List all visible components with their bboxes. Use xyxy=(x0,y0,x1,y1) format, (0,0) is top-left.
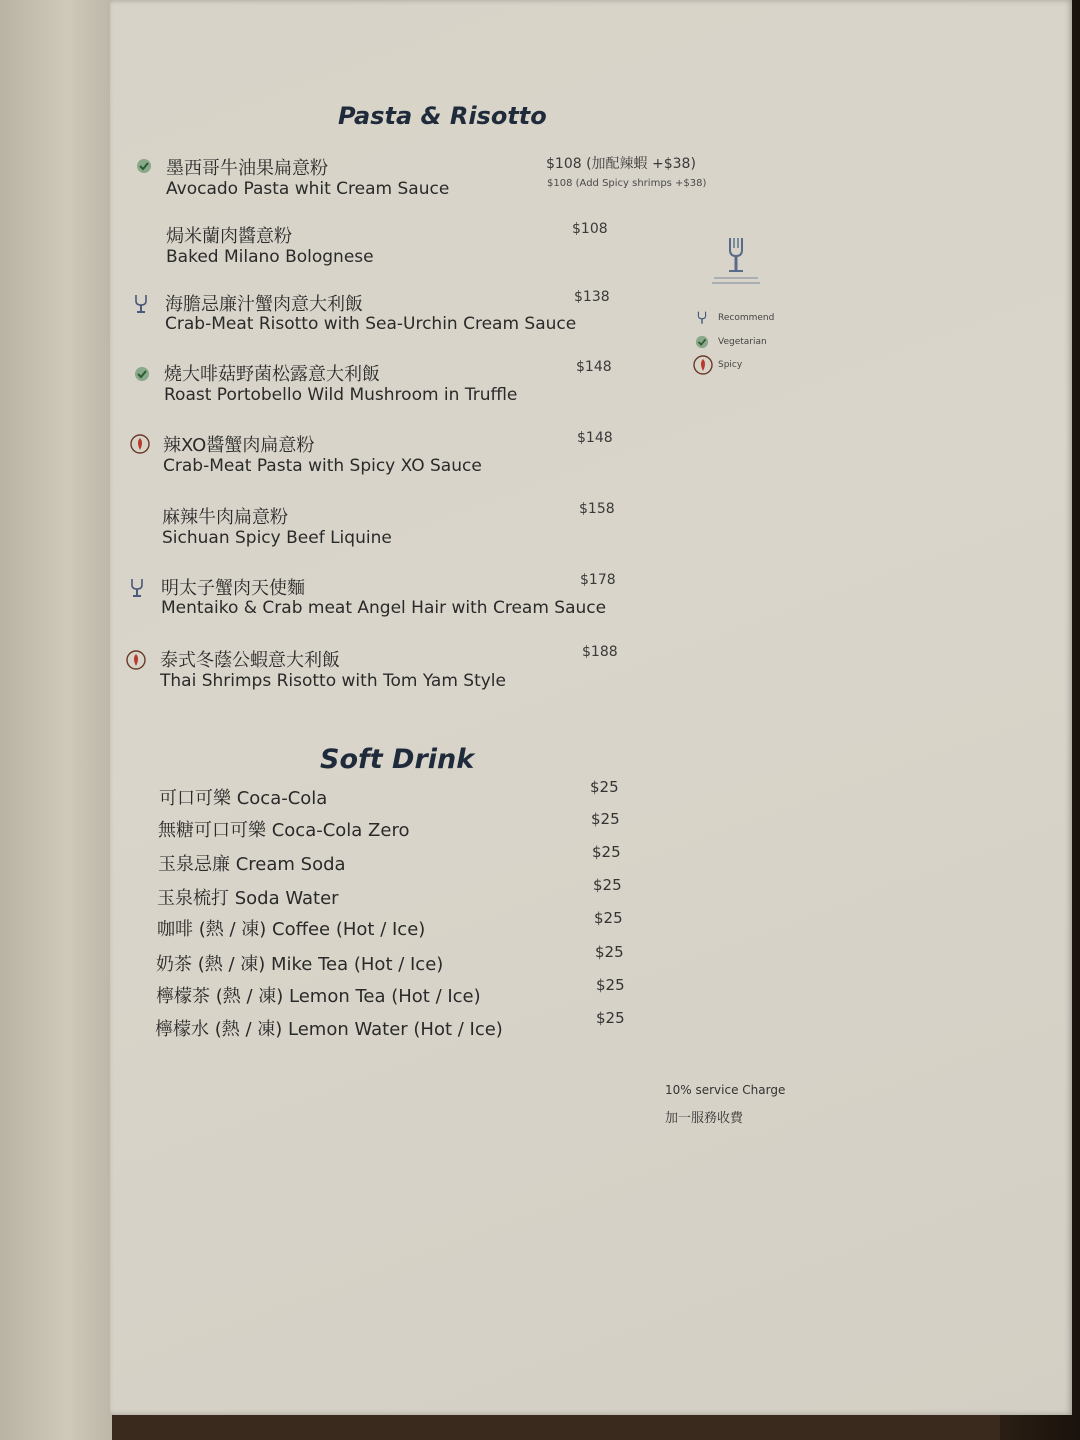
drink-5-price: $25 xyxy=(594,909,623,927)
item-2-en: Baked Milano Bolognese xyxy=(166,247,374,267)
item-2-price: $108 xyxy=(572,221,608,237)
drink-4: 玉泉梳打 Soda Water xyxy=(157,888,339,909)
drink-3: 玉泉忌廉 Cream Soda xyxy=(158,854,346,875)
item-8-price: $188 xyxy=(582,644,618,660)
item-8-cn: 泰式冬蔭公蝦意大利飯 xyxy=(160,650,340,671)
item-7-en: Mentaiko & Crab meat Angel Hair with Cream Sauce xyxy=(161,598,607,618)
drink-1-price: $25 xyxy=(590,778,619,796)
item-6-price: $158 xyxy=(579,501,615,517)
drink-3-price: $25 xyxy=(592,843,621,861)
drink-6-price: $25 xyxy=(595,943,624,961)
recommend-icon xyxy=(134,294,152,312)
service-charge-cn: 加一服務收費 xyxy=(665,1111,744,1126)
pasta-title: Pasta & Risotto xyxy=(338,102,547,130)
item-2-cn: 焗米蘭肉醬意粉 xyxy=(166,226,292,247)
drink-1: 可口可樂 Coca-Cola xyxy=(159,788,328,809)
vegetarian-icon xyxy=(134,366,152,384)
item-1-price-sub: $108 (Add Spicy shrimps +$38) xyxy=(547,178,707,189)
item-6-cn: 麻辣牛肉扁意粉 xyxy=(162,507,288,528)
spicy-icon xyxy=(130,434,148,452)
legend-vegetarian: Vegetarian xyxy=(718,337,767,347)
drink-8: 檸檬水 (熱 / 凍) Lemon Water (Hot / Ice) xyxy=(155,1019,503,1040)
restaurant-logo xyxy=(708,236,764,286)
item-7-cn: 明太子蟹肉天使麵 xyxy=(161,578,305,599)
drink-title: Soft Drink xyxy=(320,744,475,775)
recommend-icon xyxy=(697,310,715,328)
drink-7: 檸檬茶 (熱 / 凍) Lemon Tea (Hot / Ice) xyxy=(156,986,481,1007)
item-3-en: Crab-Meat Risotto with Sea-Urchin Cream Sauce xyxy=(165,314,577,334)
item-1-cn: 墨西哥牛油果扁意粉 xyxy=(166,158,328,179)
item-3-price: $138 xyxy=(574,289,610,305)
item-4-cn: 燒大啡菇野菌松露意大利飯 xyxy=(164,364,380,385)
item-8-en: Thai Shrimps Risotto with Tom Yam Style xyxy=(160,671,506,691)
drink-2: 無糖可口可樂 Coca-Cola Zero xyxy=(158,820,410,841)
item-3-cn: 海膽忌廉汁蟹肉意大利飯 xyxy=(165,294,363,315)
drink-8-price: $25 xyxy=(596,1009,625,1027)
item-5-cn: 辣XO醬蟹肉扁意粉 xyxy=(163,435,315,456)
item-1-en: Avocado Pasta whit Cream Sauce xyxy=(166,179,450,199)
item-5-price: $148 xyxy=(577,430,613,446)
left-page-edge xyxy=(0,0,112,1440)
vegetarian-icon xyxy=(136,158,154,176)
drink-2-price: $25 xyxy=(591,810,620,828)
recommend-icon xyxy=(130,578,148,596)
item-7-price: $178 xyxy=(580,572,616,588)
drink-7-price: $25 xyxy=(596,976,625,994)
spicy-icon xyxy=(693,355,711,373)
item-5-en: Crab-Meat Pasta with Spicy XO Sauce xyxy=(163,456,482,476)
drink-4-price: $25 xyxy=(593,876,622,894)
item-4-price: $148 xyxy=(576,359,612,375)
legend-spicy: Spicy xyxy=(718,360,743,370)
legend-recommend: Recommend xyxy=(718,313,775,323)
item-4-en: Roast Portobello Wild Mushroom in Truffle xyxy=(164,385,518,405)
service-charge-en: 10% service Charge xyxy=(665,1083,786,1097)
menu-page xyxy=(110,0,1072,1415)
spicy-icon xyxy=(126,650,144,668)
item-1-price: $108 (加配辣蝦 +$38) xyxy=(546,156,696,172)
item-6-en: Sichuan Spicy Beef Liquine xyxy=(162,528,392,548)
drink-5: 咖啡 (熱 / 凍) Coffee (Hot / Ice) xyxy=(157,919,426,940)
drink-6: 奶茶 (熱 / 凍) Mike Tea (Hot / Ice) xyxy=(156,954,444,975)
vegetarian-icon xyxy=(695,334,713,352)
